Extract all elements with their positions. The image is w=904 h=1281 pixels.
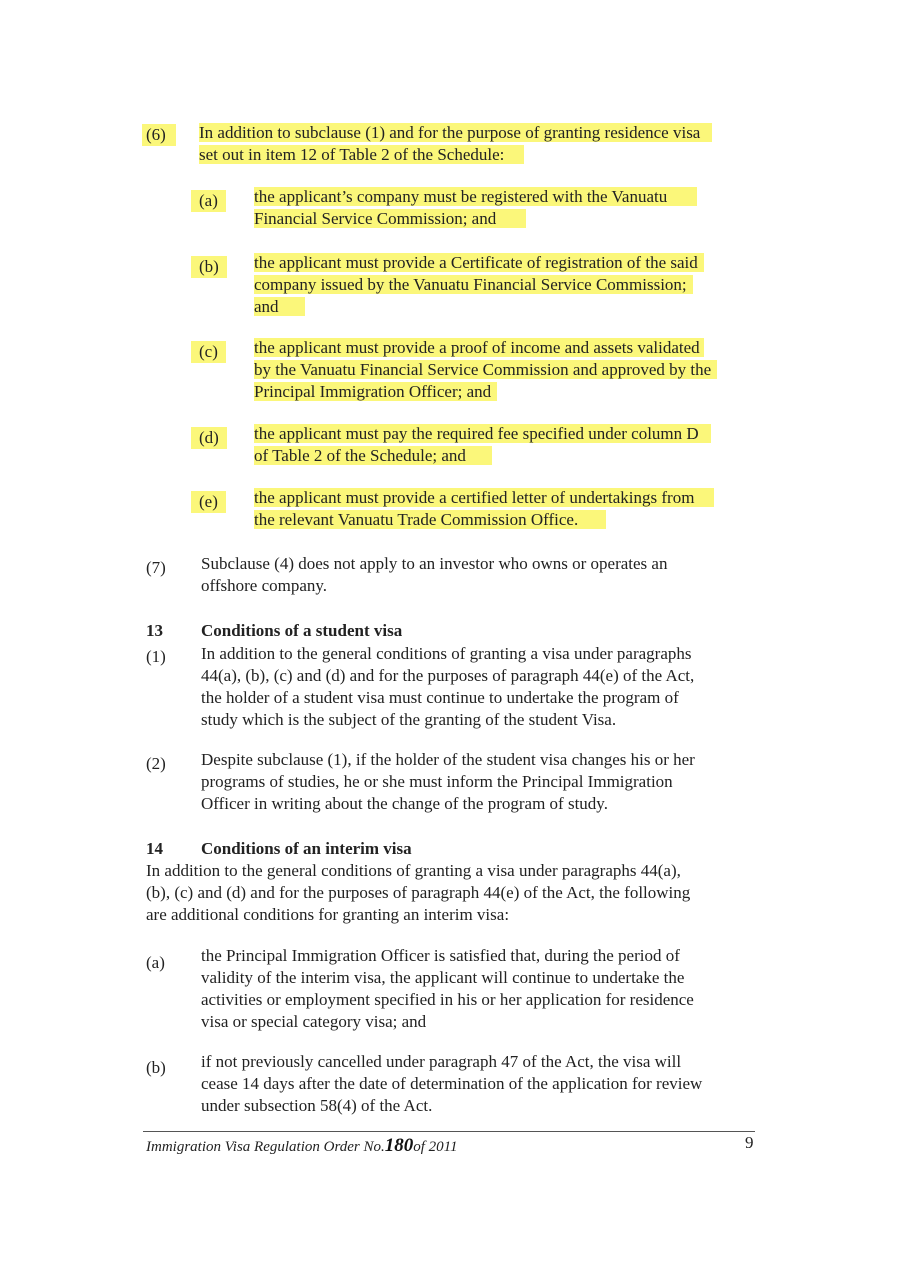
- footer-title: Immigration Visa Regulation Order No.180of 2011: [146, 1135, 458, 1156]
- clause-7-number: (7): [146, 558, 166, 577]
- clause-6d-label: (d): [191, 427, 227, 449]
- section-13-clause-2-text: Despite subclause (1), if the holder of the student visa changes his or her programs of studies, he or she must inform the Principal Immigration Officer in writing about the change of the program of study.: [201, 750, 695, 813]
- clause-6b-text: the applicant must provide a Certificate of registration of the said company issued by the Vanuatu Financial Service Commission; and: [254, 252, 764, 318]
- handwritten-order-number: 180: [384, 1135, 414, 1156]
- section-14-item-b-text: if not previously cancelled under paragraph 47 of the Act, the visa will cease 14 days after the date of determination of the application for review under subsection 58(4) of the Act.: [201, 1052, 703, 1115]
- page-number: 9: [745, 1133, 754, 1152]
- clause-6-text: In addition to subclause (1) and for the purpose of granting residence visa set out in item 12 of Table 2 of the Schedule:: [199, 122, 759, 166]
- clause-6e-text: the applicant must provide a certified letter of undertakings from the relevant Vanuatu Trade Commission Office.: [254, 487, 764, 531]
- section-14-number: 14: [146, 839, 163, 858]
- footer-rule: [143, 1131, 755, 1132]
- section-14-item-a-text: the Principal Immigration Officer is satisfied that, during the period of validity of the interim visa, the applicant will continue to undertake the activities or employment specified in his or her application for residence visa or special category visa; and: [201, 946, 694, 1031]
- section-13-heading: Conditions of a student visa: [201, 621, 403, 640]
- section-14-item-b-label: (b): [146, 1058, 166, 1077]
- section-13-number: 13: [146, 621, 163, 640]
- clause-7-text: Subclause (4) does not apply to an investor who owns or operates an offshore company.: [201, 554, 668, 595]
- clause-6a-text: the applicant’s company must be registered with the Vanuatu Financial Service Commission; and: [254, 186, 754, 230]
- section-14-intro: In addition to the general conditions of granting a visa under paragraphs 44(a), (b), (c) and (d) and for the purposes of paragraph 44(e) of the Act, the following are additional conditions for granting an interim visa:: [146, 861, 691, 924]
- section-14-heading: Conditions of an interim visa: [201, 839, 412, 858]
- clause-6c-text: the applicant must provide a proof of income and assets validated by the Vanuatu Financial Service Commission and approved by the Principal Immigration Officer; and: [254, 337, 764, 403]
- section-13-clause-1-number: (1): [146, 647, 166, 666]
- clause-6c-label: (c): [191, 341, 226, 363]
- clause-6d-text: the applicant must pay the required fee specified under column D of Table 2 of the Schedule; and: [254, 423, 764, 467]
- clause-6-number: (6): [142, 124, 176, 146]
- section-13-clause-1-text: In addition to the general conditions of granting a visa under paragraphs 44(a), (b), (c) and (d) and for the purposes of paragraph 44(e) of the Act, the holder of a student visa must continue to undertake the program of study which is the subject of the granting of the student Visa.: [201, 644, 695, 729]
- clause-6b-label: (b): [191, 256, 227, 278]
- clause-6a-label: (a): [191, 190, 226, 212]
- section-14-item-a-label: (a): [146, 953, 165, 972]
- section-13-clause-2-number: (2): [146, 754, 166, 773]
- clause-6e-label: (e): [191, 491, 226, 513]
